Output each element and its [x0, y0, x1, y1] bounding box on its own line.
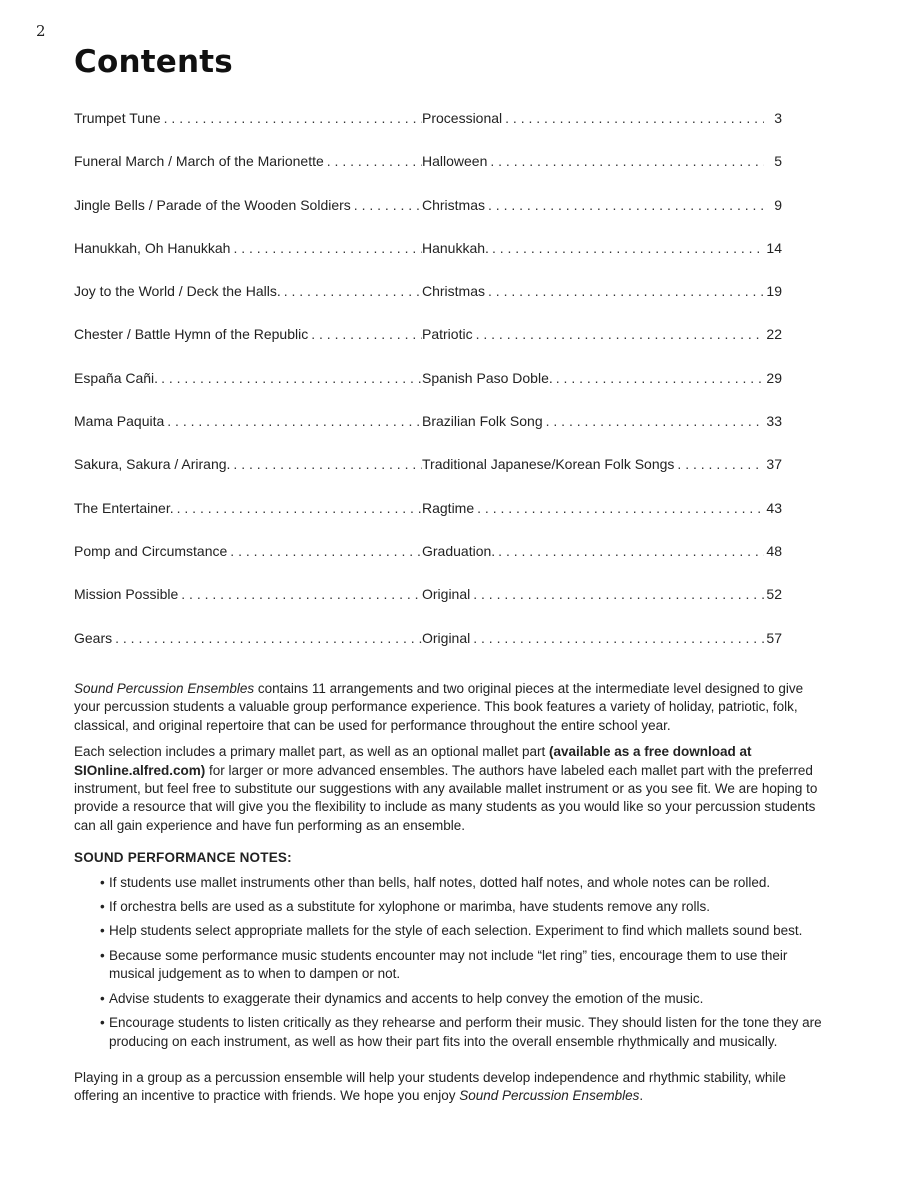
toc-page-number: 43 — [766, 499, 782, 516]
toc-row — [74, 541, 782, 584]
toc-row — [74, 584, 782, 627]
toc-piece-title: Joy to the World / Deck the Halls. — [74, 283, 281, 300]
toc-category: Traditional Japanese/Korean Folk Songs — [422, 456, 675, 473]
toc-row — [74, 281, 782, 324]
intro-paragraph — [74, 680, 830, 735]
note-item: • Advise students to exaggerate their dynamics and accents to help convey the emotion of the music. — [100, 990, 830, 1008]
page-title: Contents — [74, 44, 233, 80]
toc-piece-title: Funeral March / March of the Marionette — [74, 153, 324, 170]
note-item: • Encourage students to listen critically as they rehearse and perform their music. They should listen for the tone they are producing on each instrument, as well as how their part fits into the overall ensemble rhythmically and musically. — [100, 1014, 830, 1051]
toc-piece-title: Pomp and Circumstance — [74, 542, 228, 559]
dot-leader — [308, 324, 422, 367]
toc-row — [74, 498, 782, 541]
selection-paragraph — [74, 743, 830, 835]
toc-piece-title: The Entertainer. — [74, 499, 174, 516]
closing-book-title: Sound Percussion Ensembles — [459, 1088, 640, 1104]
selection-text-before: Each selection includes a primary mallet part, as well as an optional mallet part — [74, 744, 549, 760]
toc-category: Christmas — [422, 196, 486, 213]
toc-category: Spanish Paso Doble. — [422, 369, 553, 386]
dot-leader — [470, 584, 764, 627]
dot-leader — [230, 454, 422, 497]
toc-row — [74, 151, 782, 194]
performance-notes-list — [74, 874, 830, 1051]
toc-category: Original — [422, 629, 471, 646]
note-item: • If students use mallet instruments other than bells, half notes, dotted half notes, and whole notes can be rolled. — [100, 874, 830, 892]
toc-piece-title: Hanukkah, Oh Hanukkah — [74, 239, 231, 256]
dot-leader — [674, 454, 764, 497]
toc-piece-title: Mission Possible — [74, 586, 179, 603]
dot-leader — [495, 541, 764, 584]
toc-category: Patriotic — [422, 326, 473, 343]
toc-page-number: 9 — [774, 196, 782, 213]
toc-row — [74, 454, 782, 497]
toc-category: Christmas — [422, 283, 486, 300]
table-of-contents — [74, 108, 782, 671]
dot-leader — [470, 628, 764, 671]
closing-text: Playing in a group as a percussion ensemble will help your students develop independence and rhythmic stability, while offering an incentive to practice with friends. We hope you enjoy — [74, 1069, 786, 1104]
dot-leader — [485, 195, 764, 238]
closing-end: . — [639, 1088, 644, 1104]
dot-leader — [164, 411, 422, 454]
toc-category: Hanukkah. — [422, 239, 489, 256]
toc-page-number: 33 — [766, 413, 782, 430]
toc-row — [74, 411, 782, 454]
notes-heading: SOUND PERFORMANCE NOTES: — [74, 850, 292, 866]
toc-category: Original — [422, 586, 471, 603]
toc-category: Halloween — [422, 153, 488, 170]
toc-page-number: 19 — [766, 283, 782, 300]
intro-book-title: Sound Percussion Ensembles — [74, 681, 255, 696]
toc-category: Brazilian Folk Song — [422, 413, 543, 430]
note-item: • Because some performance music students encounter may not include “let ring” ties, encourage them to use their musical judgement as to when to dampen or not. — [100, 947, 830, 984]
note-item: • Help students select appropriate mallets for the style of each selection. Experiment to find which mallets sound best. — [100, 922, 830, 940]
toc-page-number: 5 — [774, 153, 782, 170]
toc-piece-title: Jingle Bells / Parade of the Wooden Soldiers — [74, 196, 351, 213]
toc-piece-title: Mama Paquita — [74, 413, 165, 430]
toc-row — [74, 238, 782, 281]
toc-piece-title: España Cañi. — [74, 369, 159, 386]
dot-leader — [324, 151, 422, 194]
toc-category: Ragtime — [422, 499, 475, 516]
toc-page-number: 57 — [766, 629, 782, 646]
dot-leader — [158, 368, 422, 411]
dot-leader — [543, 411, 764, 454]
dot-leader — [553, 368, 764, 411]
toc-page-number: 22 — [766, 326, 782, 343]
toc-piece-title: Trumpet Tune — [74, 110, 161, 126]
dot-leader — [474, 498, 764, 541]
dot-leader — [174, 498, 422, 541]
toc-category: Graduation. — [422, 542, 496, 559]
toc-row — [74, 108, 782, 151]
selection-text-after: for larger or more advanced ensembles. The authors have labeled each mallet part with the preferred instrument, but feel free to substitute our suggestions with any available mallet instrument or as you see fit. We are hoping to provide a resource that will give you the flexibility to include as many students as you would like so your percussion students can all gain experience and have fun performing as an ensemble. — [74, 762, 818, 833]
toc-category: Processional — [422, 110, 503, 126]
dot-leader — [473, 324, 764, 367]
toc-page-number: 3 — [774, 110, 782, 126]
dot-leader — [112, 628, 422, 671]
intro-text: contains 11 arrangements and two original pieces at the intermediate level designed to give your percussion students a valuable group performance experience. This book features a variety of holiday, patriotic, folk, classical, and original repertoire that can be used for performance throughout the entire school year. — [74, 681, 804, 733]
toc-piece-title: Chester / Battle Hymn of the Republic — [74, 326, 309, 343]
toc-row — [74, 368, 782, 411]
toc-page-number: 37 — [766, 456, 782, 473]
toc-page-number: 52 — [766, 586, 782, 603]
toc-row — [74, 628, 782, 671]
toc-page-number: 14 — [766, 239, 782, 256]
toc-page-number: 29 — [766, 369, 782, 386]
toc-row — [74, 195, 782, 238]
toc-piece-title: Gears — [74, 629, 113, 646]
dot-leader — [178, 584, 422, 627]
dot-leader — [502, 108, 764, 151]
dot-leader — [227, 541, 422, 584]
dot-leader — [487, 151, 764, 194]
dot-leader — [230, 238, 422, 281]
body-text — [74, 680, 830, 1114]
note-item: • If orchestra bells are used as a substitute for xylophone or marimba, have students remove any rolls. — [100, 898, 830, 916]
dot-leader — [485, 281, 764, 324]
dot-leader — [489, 238, 764, 281]
download-note: (available as a free download at SIOnline.alfred.com) — [74, 744, 752, 778]
toc-row — [74, 324, 782, 367]
toc-piece-title: Sakura, Sakura / Arirang. — [74, 456, 231, 473]
dot-leader — [281, 281, 422, 324]
dot-leader — [161, 108, 422, 151]
dot-leader — [351, 195, 422, 238]
page-number: 2 — [36, 22, 46, 40]
toc-page-number: 48 — [766, 542, 782, 559]
closing-paragraph — [74, 1069, 830, 1106]
